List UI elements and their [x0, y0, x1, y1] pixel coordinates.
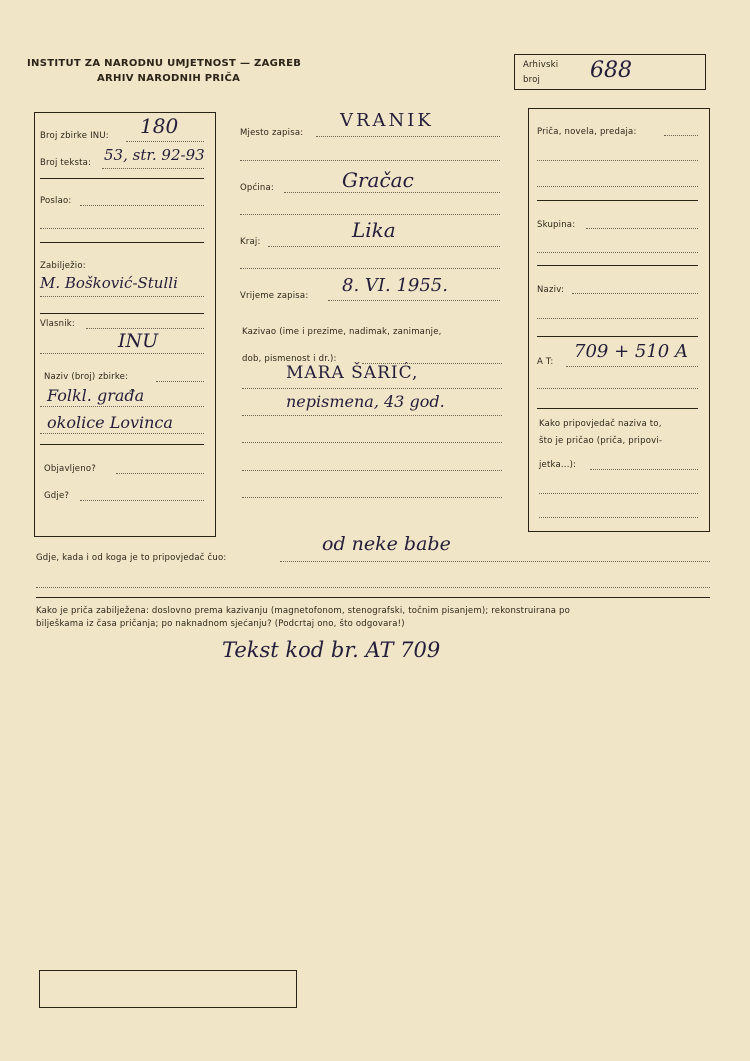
- recorded-by-value: M. Bošković-Stulli: [40, 274, 178, 292]
- archive-number-label-1: Arhivski: [523, 60, 559, 70]
- aarne-thompson-label: A T:: [537, 357, 554, 367]
- recording-method-text-2: bilješkama iz časa pričanja; po naknadnom sjećanju? (Podcrtaj ono, što odgovara!): [36, 619, 405, 629]
- municipality-label: Općina:: [240, 183, 274, 193]
- collection-name-value-1: Folkl. građa: [47, 386, 145, 405]
- place-value: VRANIK: [340, 110, 434, 131]
- collection-number-label: Broj zbirke INU:: [40, 131, 109, 141]
- narrator-term-label-3: jetka...):: [539, 460, 577, 470]
- place-label: Mjesto zapisa:: [240, 128, 304, 138]
- archive-name: ARHIV NARODNIH PRIČA: [97, 73, 241, 84]
- aarne-thompson-value: 709 + 510 A: [574, 341, 688, 362]
- handwritten-note: Tekst kod br. AT 709: [222, 638, 441, 662]
- recorded-by-label: Zabilježio:: [40, 261, 86, 271]
- narrator-term-label-2: što je pričao (priča, pripovi-: [539, 436, 663, 446]
- narrator-label-2: dob, pismenost i dr.):: [242, 354, 337, 364]
- published-label: Objavljeno?: [44, 464, 96, 474]
- archive-number-value: 688: [590, 58, 632, 83]
- group-label: Skupina:: [537, 220, 576, 230]
- collection-name-label: Naziv (broj) zbirke:: [44, 372, 129, 382]
- date-label: Vrijeme zapisa:: [240, 291, 309, 301]
- source-value: od neke babe: [322, 533, 451, 555]
- owner-value: INU: [118, 330, 159, 352]
- collection-name-value-2: okolice Lovinca: [47, 413, 173, 432]
- narrator-term-label-1: Kako pripovjedač naziva to,: [539, 419, 662, 429]
- institute-name: INSTITUT ZA NARODNU UMJETNOST — ZAGREB: [27, 58, 302, 69]
- region-value: Lika: [352, 218, 396, 242]
- owner-label: Vlasnik:: [40, 319, 75, 329]
- recording-method-text-1: Kako je priča zabilježena: doslovno prema kazivanju (magnetofonom, stenografski, točnim pisanjem); rekonstruirana po: [36, 606, 571, 616]
- narrator-label-1: Kazivao (ime i prezime, nadimak, zanimanje,: [242, 327, 442, 337]
- bottom-empty-box: [39, 970, 297, 1008]
- date-value: 8. VI. 1955.: [342, 275, 448, 296]
- where-published-label: Gdje?: [44, 491, 70, 501]
- title-label: Naziv:: [537, 285, 565, 295]
- narrator-value-2: nepismena, 43 god.: [286, 392, 445, 411]
- text-number-value: 53, str. 92-93: [104, 146, 205, 164]
- narrator-value-1: MARA ŠARIĆ,: [286, 363, 419, 383]
- story-type-label: Priča, novela, predaja:: [537, 127, 637, 137]
- text-number-label: Broj teksta:: [40, 158, 92, 168]
- municipality-value: Gračac: [342, 168, 414, 192]
- region-label: Kraj:: [240, 237, 261, 247]
- sent-by-label: Poslao:: [40, 196, 72, 206]
- archive-number-label-2: broj: [523, 75, 541, 85]
- collection-number-value: 180: [140, 114, 179, 138]
- source-label: Gdje, kada i od koga je to pripovjedač čuo:: [36, 553, 227, 563]
